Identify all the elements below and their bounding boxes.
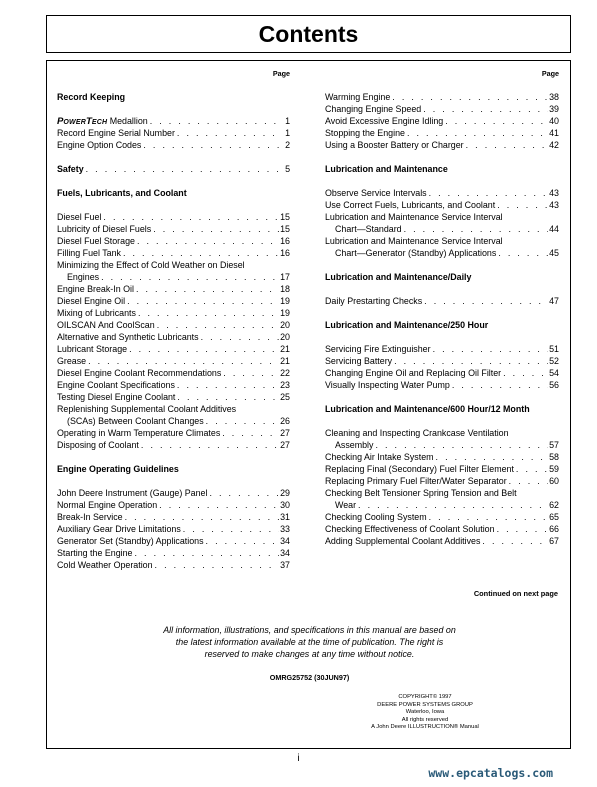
toc-entry-page: 57: [549, 440, 559, 450]
toc-entry-page: 44: [549, 224, 559, 234]
toc-entry[interactable]: [57, 428, 290, 440]
dot-leader: [201, 332, 280, 344]
page-number: i: [297, 753, 300, 764]
toc-entry-page: 65: [549, 512, 559, 522]
toc-entry[interactable]: [325, 524, 559, 536]
dot-leader: [407, 128, 548, 140]
dot-leader: [101, 272, 279, 284]
toc-entry[interactable]: [57, 368, 290, 380]
toc-entry[interactable]: [325, 512, 559, 524]
toc-entry-page: 20: [280, 320, 290, 330]
toc-entry-label: Use Correct Fuels, Lubricants, and Coolant: [325, 200, 496, 210]
toc-entry[interactable]: [57, 128, 290, 140]
toc-entry-page: 1: [285, 128, 290, 138]
toc-entry-label: Engine Break-In Oil: [57, 284, 134, 294]
toc-entry-page: 51: [549, 344, 559, 354]
toc-entry-label: Generator Set (Standby) Applications: [57, 536, 204, 546]
toc-left-column: [57, 68, 290, 572]
toc-entry-label: Checking Cooling System: [325, 512, 427, 522]
spacer: [325, 308, 559, 320]
spacer: [57, 476, 290, 488]
toc-entry-label: Filling Fuel Tank: [57, 248, 121, 258]
toc-entry-label: Lubricity of Diesel Fuels: [57, 224, 152, 234]
dot-leader: [103, 212, 279, 224]
section-heading: Lubrication and Maintenance/600 Hour/12 Month: [325, 404, 530, 414]
document-number: OMRG25752 (30JUN97): [269, 673, 350, 682]
toc-entry-page: 60: [549, 476, 559, 486]
toc-entry-label: Diesel Fuel Storage: [57, 236, 135, 246]
toc-right-list: [325, 92, 559, 548]
dot-leader: [137, 236, 279, 248]
toc-entry-label: Changing Engine Oil and Replacing Oil Filter: [325, 368, 502, 378]
toc-entry-label: Checking Effectiveness of Coolant Solution: [325, 524, 495, 534]
toc-entry[interactable]: [325, 452, 559, 464]
toc-entry-label: Stopping the Engine: [325, 128, 405, 138]
toc-entry[interactable]: [325, 440, 559, 452]
toc-entry[interactable]: [57, 296, 290, 308]
section-heading: Lubrication and Maintenance/Daily: [325, 272, 472, 282]
copyright-line: All rights reserved: [401, 716, 449, 723]
toc-entry-page: 43: [549, 200, 559, 210]
toc-entry-label: Engines: [67, 272, 100, 282]
toc-entry-label: Safety: [57, 164, 84, 174]
toc-entry-label: Avoid Excessive Engine Idling: [325, 116, 444, 126]
toc-entry[interactable]: [325, 128, 559, 140]
toc-entry[interactable]: [325, 368, 559, 380]
toc-entry-page: 42: [549, 140, 559, 150]
dot-leader: [206, 416, 279, 428]
dot-leader: [125, 512, 280, 524]
toc-entry-label: Testing Diesel Engine Coolant: [57, 392, 176, 402]
toc-entry-page: 52: [549, 356, 559, 366]
toc-entry-label: Auxiliary Gear Drive Limitations: [57, 524, 181, 534]
toc-entry[interactable]: [57, 500, 290, 512]
toc-entry[interactable]: [325, 248, 559, 260]
brand-text: ECH: [91, 119, 108, 126]
section-heading: Fuels, Lubricants, and Coolant: [57, 188, 187, 198]
dot-leader: [482, 536, 548, 548]
spacer: [57, 200, 290, 212]
dot-leader: [503, 368, 548, 380]
toc-entry-label: OILSCAN And CoolScan: [57, 320, 155, 330]
dot-leader: [86, 164, 280, 176]
toc-entry-label: Replacing Primary Fuel Filter/Water Separator: [325, 476, 507, 486]
toc-entry-label: Observe Service Intervals: [325, 188, 427, 198]
dot-leader: [135, 548, 280, 560]
section-heading: Record Keeping: [57, 92, 126, 102]
toc-entry-page: 27: [280, 428, 290, 438]
dot-leader: [129, 344, 279, 356]
toc-left-list: [57, 92, 290, 572]
toc-entry-label: Warming Engine: [325, 92, 391, 102]
spacer: [325, 176, 559, 188]
toc-entry[interactable]: [325, 104, 559, 116]
toc-entry-page: 15: [280, 212, 290, 222]
toc-entry[interactable]: [57, 248, 290, 260]
toc-entry-page: 39: [549, 104, 559, 114]
toc-entry[interactable]: [57, 440, 290, 452]
toc-entry[interactable]: [57, 536, 290, 548]
toc-entry[interactable]: [57, 284, 290, 296]
toc-entry[interactable]: [57, 224, 290, 236]
copyright-line: COPYRIGHT© 1997: [398, 694, 452, 700]
toc-entry-label: John Deere Instrument (Gauge) Panel: [57, 488, 208, 498]
spacer: [325, 284, 559, 296]
toc-entry-label: Wear: [335, 500, 357, 510]
dot-leader: [423, 104, 548, 116]
toc-entry-page: 34: [280, 536, 290, 546]
spacer: [57, 152, 290, 164]
toc-entry-label: Diesel Fuel: [57, 212, 102, 222]
dot-leader: [404, 224, 549, 236]
toc-entry-label: Chart—Generator (Standby) Applications: [335, 248, 497, 258]
toc-entry-page: 56: [549, 380, 559, 390]
spacer: [325, 416, 559, 428]
toc-entry-label-text: Medallion: [107, 116, 148, 126]
toc-entry-page: 19: [280, 308, 290, 318]
dot-leader: [138, 308, 279, 320]
toc-entry[interactable]: [325, 380, 559, 392]
watermark-link[interactable]: www.epcatalogs.com: [428, 766, 553, 780]
copyright-block: [345, 694, 505, 732]
dot-leader: [466, 140, 549, 152]
toc-entry-label: Break-In Service: [57, 512, 123, 522]
toc-entry[interactable]: [57, 380, 290, 392]
toc-entry-label: Adding Supplemental Coolant Additives: [325, 536, 481, 546]
toc-entry-label: Visually Inspecting Water Pump: [325, 380, 450, 390]
toc-entry[interactable]: [57, 356, 290, 368]
toc-entry-label: Normal Engine Operation: [57, 500, 158, 510]
dot-leader: [183, 524, 279, 536]
toc-entry-label: Engine Option Codes: [57, 140, 142, 150]
copyright-line: Waterloo, Iowa: [405, 709, 445, 716]
dot-leader: [177, 380, 279, 392]
toc-entry-page: 2: [285, 140, 290, 150]
toc-entry-label: Alternative and Synthetic Lubricants: [57, 332, 199, 342]
toc-entry[interactable]: [57, 320, 290, 332]
toc-entry[interactable]: [57, 416, 290, 428]
dot-leader: [155, 560, 280, 572]
dot-leader: [375, 440, 548, 452]
toc-entry-page: 67: [549, 536, 559, 546]
toc-entry[interactable]: [57, 140, 290, 152]
toc-entry-label: Lubricant Storage: [57, 344, 128, 354]
dot-leader: [358, 500, 548, 512]
toc-entry-page: 38: [549, 92, 559, 102]
toc-entry[interactable]: [57, 116, 290, 128]
toc-entry-page: 21: [280, 344, 290, 354]
toc-entry[interactable]: [57, 308, 290, 320]
toc-entry-line: Lubrication and Maintenance Service Interval: [325, 212, 503, 222]
disclaimer-line: All information, illustrations, and specifications in this manual are based on: [163, 625, 456, 635]
brand-text: T: [85, 116, 92, 127]
dot-leader: [392, 92, 548, 104]
toc-entry-page: 34: [280, 548, 290, 558]
dot-leader: [153, 224, 279, 236]
toc-entry[interactable]: [325, 296, 559, 308]
dot-leader: [429, 512, 549, 524]
dot-leader: [498, 248, 548, 260]
toc-entry-label: Diesel Engine Oil: [57, 296, 126, 306]
toc-entry-label: Cold Weather Operation: [57, 560, 153, 570]
toc-entry[interactable]: [57, 344, 290, 356]
toc-entry[interactable]: [57, 392, 290, 404]
toc-entry-page: 26: [280, 416, 290, 426]
dot-leader: [497, 524, 549, 536]
toc-entry[interactable]: [57, 164, 290, 176]
toc-entry-page: 16: [280, 236, 290, 246]
dot-leader: [150, 116, 280, 128]
toc-entry-line: Minimizing the Effect of Cold Weather on Diesel: [57, 260, 245, 270]
toc-entry-page: 33: [280, 524, 290, 534]
spacer: [57, 176, 290, 188]
toc-entry-label: Starting the Engine: [57, 548, 133, 558]
brand-text: OWER: [63, 119, 86, 126]
toc-entry-page: 20: [280, 332, 290, 342]
toc-entry-page: 43: [549, 188, 559, 198]
toc-entry-page: 37: [280, 560, 290, 570]
toc-entry-line: Cleaning and Inspecting Crankcase Ventilation: [325, 428, 509, 438]
toc-entry-page: 45: [549, 248, 559, 258]
toc-entry[interactable]: [57, 524, 290, 536]
toc-entry-page: 41: [549, 128, 559, 138]
toc-entry[interactable]: [325, 464, 559, 476]
toc-entry-label: Servicing Battery: [325, 356, 393, 366]
toc-entry-page: 1: [285, 116, 290, 126]
disclaimer-line: the latest information available at the time of publication. The right is: [175, 637, 444, 648]
toc-entry-page: 18: [280, 284, 290, 294]
toc-entry-page: 31: [280, 512, 290, 522]
toc-entry[interactable]: [325, 476, 559, 488]
toc-entry[interactable]: [325, 116, 559, 128]
toc-entry[interactable]: [325, 92, 559, 104]
toc-entry-page: 23: [280, 380, 290, 390]
dot-leader: [123, 248, 279, 260]
toc-entry[interactable]: [325, 344, 559, 356]
toc-entry-label: Using a Booster Battery or Charger: [325, 140, 464, 150]
toc-entry-label: Changing Engine Speed: [325, 104, 422, 114]
contents-panel: [46, 60, 571, 749]
dot-leader: [127, 296, 279, 308]
contents-title: Contents: [46, 15, 571, 53]
toc-entry[interactable]: [57, 488, 290, 500]
dot-leader: [452, 380, 548, 392]
toc-entry-label: Disposing of Coolant: [57, 440, 139, 450]
toc-entry-page: 25: [280, 392, 290, 402]
dot-leader: [445, 116, 548, 128]
toc-entry-page: 19: [280, 296, 290, 306]
toc-entry[interactable]: [325, 500, 559, 512]
continued-note: Continued on next page: [473, 589, 558, 598]
toc-entry-label: (SCAs) Between Coolant Changes: [67, 416, 204, 426]
toc-entry[interactable]: [57, 560, 290, 572]
spacer: [325, 260, 559, 272]
brand-text: P: [57, 116, 64, 127]
toc-entry[interactable]: [325, 224, 559, 236]
toc-entry-page: 29: [280, 488, 290, 498]
dot-leader: [509, 476, 548, 488]
toc-entry[interactable]: [325, 356, 559, 368]
toc-entry-page: 30: [280, 500, 290, 510]
dot-leader: [206, 536, 280, 548]
toc-entry[interactable]: [325, 140, 559, 152]
dot-leader: [209, 488, 279, 500]
dot-leader: [516, 464, 548, 476]
toc-entry-label: Grease: [57, 356, 87, 366]
toc-entry[interactable]: [57, 236, 290, 248]
toc-entry-page: 21: [280, 356, 290, 366]
dot-leader: [429, 188, 549, 200]
dot-leader: [223, 368, 279, 380]
spacer: [325, 152, 559, 164]
section-heading: Lubrication and Maintenance: [325, 164, 448, 174]
toc-entry-label: Mixing of Lubricants: [57, 308, 136, 318]
toc-entry-page: 40: [549, 116, 559, 126]
section-heading: Lubrication and Maintenance/250 Hour: [325, 320, 489, 330]
toc-entry[interactable]: [325, 188, 559, 200]
copyright-line: DEERE POWER SYSTEMS GROUP: [377, 701, 473, 708]
dot-leader: [436, 452, 549, 464]
copyright-line: A John Deere ILLUSTRUCTION® Manual: [371, 724, 479, 731]
dot-leader: [394, 356, 548, 368]
toc-right-column: [325, 68, 559, 548]
toc-entry-page: 17: [280, 272, 290, 282]
dot-leader: [497, 200, 548, 212]
toc-entry[interactable]: [57, 332, 290, 344]
toc-entry-label: [57, 116, 148, 129]
toc-entry-label: Daily Prestarting Checks: [325, 296, 423, 306]
toc-entry-page: 58: [549, 452, 559, 462]
spacer: [57, 452, 290, 464]
toc-entry-page: 66: [549, 524, 559, 534]
page-column-label: Page: [541, 69, 559, 78]
spacer: [325, 332, 559, 344]
toc-entry[interactable]: [57, 272, 290, 284]
toc-entry-label: Replacing Final (Secondary) Fuel Filter Element: [325, 464, 514, 474]
toc-entry-label: Record Engine Serial Number: [57, 128, 175, 138]
toc-entry[interactable]: [325, 200, 559, 212]
section-heading: Engine Operating Guidelines: [57, 464, 179, 474]
toc-entry-page: 16: [280, 248, 290, 258]
toc-entry-page: 59: [549, 464, 559, 474]
toc-entry-label: Assembly: [335, 440, 374, 450]
dot-leader: [159, 500, 279, 512]
toc-entry[interactable]: [57, 212, 290, 224]
toc-entry-label: Engine Coolant Specifications: [57, 380, 175, 390]
page-column-label: Page: [272, 69, 290, 78]
toc-entry-label: Diesel Engine Coolant Recommendations: [57, 368, 222, 378]
toc-entry-page: 5: [285, 164, 290, 174]
dot-leader: [143, 140, 280, 152]
toc-entry[interactable]: [57, 512, 290, 524]
toc-entry-page: 54: [549, 368, 559, 378]
disclaimer: [47, 624, 572, 661]
dot-leader: [424, 296, 548, 308]
disclaimer-line: reserved to make changes at any time without notice.: [204, 649, 415, 660]
toc-entry-line: Lubrication and Maintenance Service Interval: [325, 236, 503, 246]
toc-entry-label: Operating in Warm Temperature Climates: [57, 428, 221, 438]
dot-leader: [222, 428, 279, 440]
dot-leader: [177, 128, 280, 140]
toc-entry-label: Checking Air Intake System: [325, 452, 434, 462]
dot-leader: [141, 440, 279, 452]
dot-leader: [177, 392, 279, 404]
spacer: [325, 392, 559, 404]
toc-entry-label: Chart—Standard: [335, 224, 402, 234]
toc-entry-page: 15: [280, 224, 290, 234]
dot-leader: [88, 356, 279, 368]
powertech-brand: [57, 116, 107, 126]
toc-entry-page: 22: [280, 368, 290, 378]
toc-entry-label: Servicing Fire Extinguisher: [325, 344, 431, 354]
toc-entry-page: 47: [549, 296, 559, 306]
toc-entry[interactable]: [57, 548, 290, 560]
dot-leader: [157, 320, 279, 332]
toc-entry-page: 27: [280, 440, 290, 450]
toc-entry[interactable]: [325, 536, 559, 548]
dot-leader: [433, 344, 549, 356]
toc-entry-page: 62: [549, 500, 559, 510]
dot-leader: [136, 284, 279, 296]
spacer: [57, 104, 290, 116]
toc-entry-line: Checking Belt Tensioner Spring Tension and Belt: [325, 488, 517, 498]
toc-entry-line: Replenishing Supplemental Coolant Additives: [57, 404, 237, 414]
